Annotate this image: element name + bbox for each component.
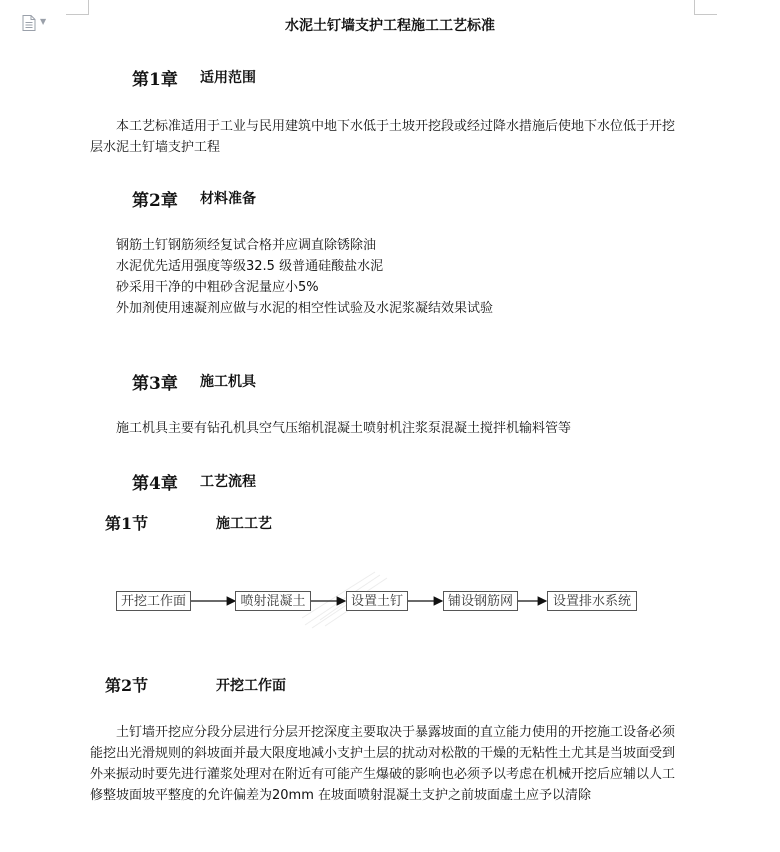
section-2-body <box>90 722 684 806</box>
list-item: 水泥优先适用强度等级32.5 级普通硅酸盐水泥 <box>116 259 384 274</box>
flow-step-excavate: 开挖工作面 <box>116 591 191 611</box>
section-title: 开挖工作面 <box>216 678 286 694</box>
paragraph: 本工艺标准适用于工业与民用建筑中地下水低于土坡开挖段或经过降水措施后使地下水位低于开挖层水泥土钉墙支护工程 <box>90 119 676 155</box>
paragraph: 土钉墙开挖应分段分层进行分层开挖深度主要取决于暴露坡面的直立能力使用的开挖施工设备必须能挖出光滑规则的斜坡面并最大限度地减小支护土层的扰动对松散的干燥的无粘性土尤其是当坡面受到外来振动时要先进行灌浆处理对在附近有可能产生爆破的影响也必须予以考虑在机械开挖后应辅以人工修整坡面坡平整度的允许偏差为20mm 在坡面喷射混凝土支护之前坡面虚土应予以清除 <box>90 725 676 803</box>
chapter-number: 第3章 <box>132 374 178 394</box>
document-title: 水泥土钉墙支护工程施工工艺标准 <box>285 18 495 34</box>
chapter-title: 工艺流程 <box>200 474 256 490</box>
chapter-title: 施工机具 <box>200 374 256 390</box>
chapter-title: 适用范围 <box>200 70 256 86</box>
list-item: 钢筋土钉钢筋须经复试合格并应调直除锈除油 <box>116 238 377 253</box>
paragraph: 施工机具主要有钻孔机具空气压缩机混凝土喷射机注浆泵混凝土搅拌机输料管等 <box>116 421 572 436</box>
chapter-number: 第4章 <box>132 474 178 494</box>
section-title: 施工工艺 <box>216 516 272 532</box>
flow-step-set-nails: 设置土钉 <box>346 591 408 611</box>
flow-step-spray-concrete: 喷射混凝土 <box>235 591 311 611</box>
list-item: 砂采用干净的中粗砂含泥量应小5% <box>116 280 319 295</box>
chapter-title: 材料准备 <box>200 191 256 207</box>
list-item: 外加剂使用速凝剂应做与水泥的相空性试验及水泥浆凝结效果试验 <box>116 301 494 316</box>
flow-step-lay-mesh: 铺设钢筋网 <box>443 591 518 611</box>
section-number: 第1节 <box>105 514 149 533</box>
chapter-number: 第2章 <box>132 191 178 211</box>
chevron-down-icon[interactable]: ▼ <box>40 17 47 26</box>
chapter-number: 第1章 <box>132 70 178 90</box>
section-number: 第2节 <box>105 676 149 695</box>
flow-step-drainage: 设置排水系统 <box>547 591 637 611</box>
